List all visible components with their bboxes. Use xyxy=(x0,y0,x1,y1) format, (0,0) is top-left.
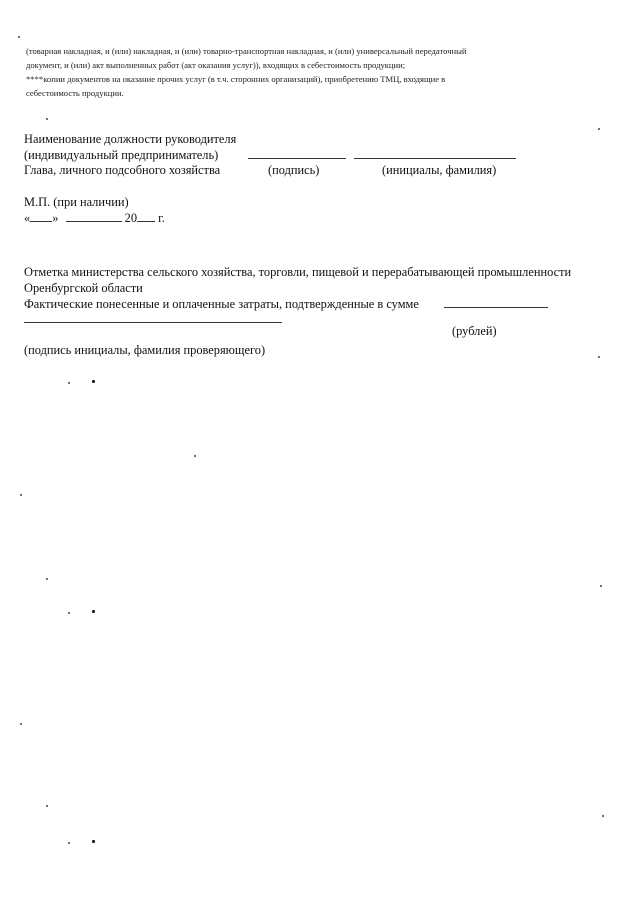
footnotes xyxy=(26,44,606,100)
position-title-line-2: (индивидуальный предприниматель) xyxy=(24,148,219,162)
scan-speck xyxy=(20,494,22,496)
scan-speck xyxy=(194,455,196,457)
initials-line xyxy=(354,158,516,159)
amount-words-line xyxy=(24,322,282,323)
stamp-label: М.П. (при наличии) xyxy=(24,195,129,209)
scan-speck xyxy=(598,128,600,130)
date-quote-close: » xyxy=(52,211,59,225)
scan-speck xyxy=(46,118,48,120)
amount-line xyxy=(444,307,548,308)
scan-speck xyxy=(46,578,48,580)
footnote-line-2: документ, и (или) акт выполненных работ (акт оказания услуг)), входящих в себестоимость продукции; xyxy=(26,60,406,70)
scan-speck xyxy=(68,842,70,844)
scan-speck xyxy=(68,612,70,614)
checker-caption: (подпись инициалы, фамилия проверяющего) xyxy=(24,343,266,357)
scan-speck xyxy=(598,356,600,358)
scan-speck xyxy=(46,805,48,807)
initials-caption: (инициалы, фамилия) xyxy=(382,163,497,177)
scan-speck xyxy=(92,380,95,383)
scan-speck xyxy=(602,815,604,817)
scan-speck xyxy=(20,723,22,725)
scan-speck xyxy=(18,36,20,38)
position-title-line-3: Глава, личного подсобного хозяйства xyxy=(24,163,221,177)
footnote-line-4: себестоимость продукции. xyxy=(26,88,124,98)
signature-line xyxy=(248,158,346,159)
date-line xyxy=(24,211,165,226)
scan-speck xyxy=(92,610,95,613)
position-title-line-1: Наименование должности руководителя xyxy=(24,132,237,146)
scan-speck xyxy=(600,585,602,587)
year-suffix: г. xyxy=(158,211,165,225)
ministry-mark-line-1: Отметка министерства сельского хозяйства, торговли, пищевой и перерабатывающей промышленности xyxy=(24,265,572,279)
signature-caption: (подпись) xyxy=(268,163,320,177)
year-prefix: 20 xyxy=(124,211,138,225)
currency-caption: (рублей) xyxy=(452,324,497,338)
date-quote-open: « xyxy=(24,211,31,225)
ministry-mark-line-2: Оренбургской области xyxy=(24,281,143,295)
confirmed-costs-text: Фактические понесенные и оплаченные затраты, подтвержденные в сумме xyxy=(24,297,419,311)
year-blank xyxy=(137,211,155,222)
scan-speck xyxy=(68,382,70,384)
footnote-line-3: ****копии документов на оказание прочих услуг (в т.ч. сторонних организаций), приобретению ТМЦ, входящие в xyxy=(26,74,446,84)
scan-speck xyxy=(92,840,95,843)
month-blank xyxy=(66,211,122,222)
footnote-line-1: (товарная накладная, и (или) накладная, и (или) товарно-транспортная накладная, и (или) универсальный передаточный xyxy=(26,46,467,56)
day-blank xyxy=(30,211,52,222)
